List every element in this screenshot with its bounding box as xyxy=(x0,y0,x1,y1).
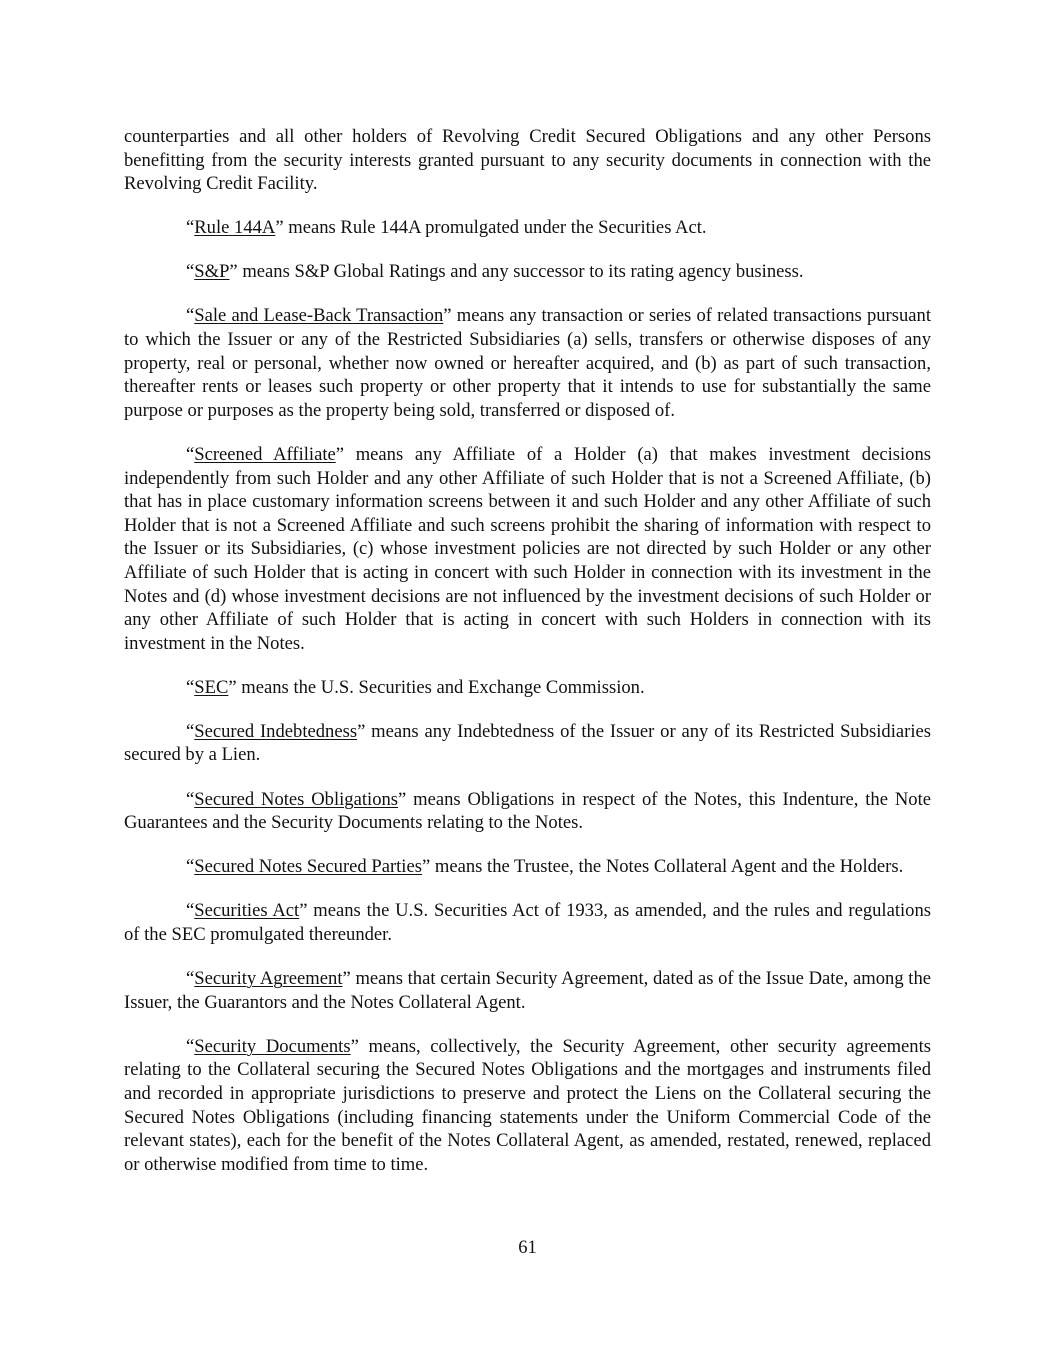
definition-secured-notes-obligations xyxy=(124,788,931,835)
document-body xyxy=(124,125,931,1197)
continuation-paragraph: counterparties and all other holders of Revolving Credit Secured Obligations and any other Persons benefitting from the security interests granted pursuant to any security documents in connection with the Revolving Credit Facility. xyxy=(124,126,931,195)
open-quote: “ xyxy=(186,856,195,878)
defined-term: Security Agreement xyxy=(194,968,343,990)
open-quote: “ xyxy=(186,968,195,990)
definition-text: means any Affiliate of a Holder (a) that makes investment decisions independently from such Holder and any other Affiliate of such Holder that is not a Screened Affiliate, (b) that has in place customary information screens between it and such Holder and any other Affiliate of such Holder that is not a Screened Affiliate and such screens prohibit the sharing of information with respect to the Issuer or its Subsidiaries, (c) whose investment policies are not directed by such Holder or any other Affiliate of such Holder that is acting in concert with such Holder in connection with its investment in the Notes and (d) whose investment decisions are not influenced by the investment decisions of such Holder or any other Affiliate of such Holder that is acting in concert with such Holders in connection with its investment in the Notes. xyxy=(124,443,931,654)
open-quote: “ xyxy=(186,1035,195,1057)
definition-text: means, collectively, the Security Agreement, other security agreements relating to the Collateral securing the Secured Notes Obligations and the mortgages and instruments filed and recorded in appropriate jurisdictions to preserve and protect the Liens on the Collateral securing the Secured Notes Obligations (including financing statements under the Uniform Commercial Code of the relevant states), each for the benefit of the Notes Collateral Agent, as amended, restated, renewed, replaced or otherwise modified from time to time. xyxy=(124,1035,931,1175)
definition-sale-and-lease-back xyxy=(124,304,931,422)
defined-term: Sale and Lease-Back Transaction xyxy=(194,305,444,327)
definition-text: means any transaction or series of related transactions pursuant to which the Issuer or any of the Restricted Subsidiaries (a) sells, transfers or otherwise disposes of any property, real or personal, whether now owned or hereafter acquired, and (b) as part of such transaction, thereafter rents or leases such property or other property that it intends to use for substantially the same purpose or purposes as the property being sold, transferred or disposed of. xyxy=(124,305,931,421)
close-quote: ” xyxy=(342,968,351,990)
defined-term: Rule 144A xyxy=(194,217,276,239)
definition-secured-indebtedness xyxy=(124,720,931,767)
defined-term: Securities Act xyxy=(194,900,300,922)
definition-sec xyxy=(124,676,931,700)
definition-secured-notes-secured-parties xyxy=(124,855,931,879)
defined-term: SEC xyxy=(194,676,229,698)
page-number: 61 xyxy=(518,1237,537,1258)
close-quote: ” xyxy=(335,443,344,465)
definition-text: means Obligations in respect of the Notes, this Indenture, the Note Guarantees and the Security Documents relating to the Notes. xyxy=(124,788,931,834)
defined-term: Screened Affiliate xyxy=(194,443,336,465)
definition-text: means any Indebtedness of the Issuer or any of its Restricted Subsidiaries secured by a Lien. xyxy=(124,720,931,766)
defined-term: S&P xyxy=(194,261,230,283)
close-quote: ” xyxy=(275,217,284,239)
definition-text: means the U.S. Securities Act of 1933, as amended, and the rules and regulations of the SEC promulgated thereunder. xyxy=(124,900,931,945)
close-quote: ” xyxy=(229,261,238,283)
open-quote: “ xyxy=(186,261,195,283)
definition-text: means S&P Global Ratings and any successor to its rating agency business. xyxy=(237,261,804,283)
open-quote: “ xyxy=(186,217,195,239)
defined-term: Security Documents xyxy=(194,1035,351,1057)
close-quote: ” xyxy=(421,856,431,878)
close-quote: ” xyxy=(443,305,452,327)
close-quote: ” xyxy=(299,900,308,922)
defined-term: Secured Indebtedness xyxy=(194,720,358,742)
defined-term: Secured Notes Secured Parties xyxy=(194,856,422,878)
open-quote: “ xyxy=(186,720,195,742)
close-quote: ” xyxy=(350,1035,359,1057)
open-quote: “ xyxy=(186,305,195,327)
close-quote: ” xyxy=(357,720,366,742)
definition-screened-affiliate xyxy=(124,443,931,655)
definition-text: means the Trustee, the Notes Collateral Agent and the Holders. xyxy=(430,856,904,878)
open-quote: “ xyxy=(186,788,195,810)
defined-term: Secured Notes Obligations xyxy=(194,788,399,810)
close-quote: ” xyxy=(228,676,237,698)
definition-text: means that certain Security Agreement, dated as of the Issue Date, among the Issuer, the Guarantors and the Notes Collateral Agent. xyxy=(124,968,932,1013)
open-quote: “ xyxy=(186,900,195,922)
definition-s-and-p xyxy=(124,260,931,284)
definition-security-documents xyxy=(124,1035,931,1177)
open-quote: “ xyxy=(186,443,195,465)
close-quote: ” xyxy=(398,788,407,810)
definition-security-agreement xyxy=(124,967,931,1014)
definition-securities-act xyxy=(124,899,931,946)
open-quote: “ xyxy=(186,676,195,698)
definition-rule-144a xyxy=(124,216,931,240)
definition-text: means Rule 144A promulgated under the Securities Act. xyxy=(283,217,707,239)
definition-text: means the U.S. Securities and Exchange Commission. xyxy=(236,676,645,698)
